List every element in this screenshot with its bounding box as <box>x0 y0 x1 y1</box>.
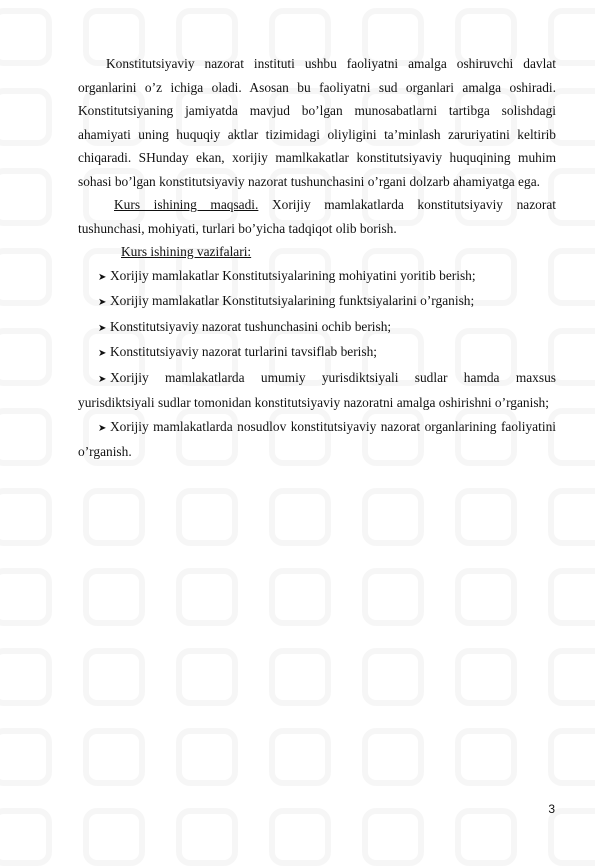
watermark-shape <box>176 728 238 786</box>
watermark-shape <box>269 648 331 706</box>
intro-paragraph: Konstitutsiyaviy nazorat instituti ushbu faoliyatni amalga oshiruvchi davlat organlarini o’z ichiga oladi. Asosan bu faoliyatni sud organlari amalga oshiradi. Konstitutsiyaning jamiyatda mavjud bo’lgan munosabatlarni tartibga solishdagi ahamiyati uning huquqiy aktlar tizimidagi oliyligini ta’minlash zaruriyatini keltirib chiqaradi. SHunday ekan, xorijiy mamlkakatlar konstitutsiyaviy huquqining muhim sohasi bo’lgan konstitutsiyaviy nazorat tushunchasini o’rgani dolzarb ahamiyatga ega. <box>78 56 556 189</box>
watermark-shape <box>176 648 238 706</box>
watermark-shape <box>0 808 52 866</box>
arrow-bullet-icon: ➤ <box>98 297 107 308</box>
watermark-shape <box>83 728 145 786</box>
watermark-shape <box>0 488 52 546</box>
arrow-bullet-icon: ➤ <box>98 271 107 283</box>
watermark-shape <box>455 568 517 626</box>
watermark-shape <box>0 8 52 66</box>
watermark-shape <box>269 488 331 546</box>
watermark-shape <box>83 648 145 706</box>
arrow-bullet-icon: ➤ <box>98 348 107 359</box>
watermark-shape <box>176 808 238 866</box>
watermark-shape <box>362 648 424 706</box>
tasks-heading: Kurs ishining vazifalari: <box>121 244 252 259</box>
watermark-shape <box>455 808 517 866</box>
watermark-shape <box>362 568 424 626</box>
watermark-shape <box>83 488 145 546</box>
watermark-shape <box>269 728 331 786</box>
watermark-shape <box>362 488 424 546</box>
watermark-shape <box>0 328 52 386</box>
watermark-shape <box>0 728 52 786</box>
watermark-shape <box>0 648 52 706</box>
watermark-shape <box>548 488 595 546</box>
list-item: ➤ Konstitutsiyaviy nazorat tushunchasini ochib berish; <box>78 315 556 341</box>
watermark-shape <box>83 568 145 626</box>
watermark-shape <box>83 808 145 866</box>
watermark-shape <box>0 408 52 466</box>
watermark-shape <box>0 568 52 626</box>
watermark-shape <box>362 808 424 866</box>
watermark-shape <box>548 728 595 786</box>
watermark-shape <box>362 728 424 786</box>
goal-text: Xorijiy mamlakatlarda konstitutsiyaviy nazorat tushunchasi, mohiyati, turlari bo’yicha tadqiqot olib borish. <box>78 197 556 236</box>
watermark-shape <box>176 488 238 546</box>
watermark-shape <box>269 808 331 866</box>
watermark-shape <box>0 168 52 226</box>
watermark-shape <box>548 808 595 866</box>
watermark-row <box>0 648 595 706</box>
goal-paragraph <box>78 193 556 240</box>
list-item: ➤ Xorijiy mamlakatlar Konstitutsiyalarining funktsiyalarini o’rganish; <box>78 289 556 315</box>
list-item: ➤ Xorijiy mamlakatlarda umumiy yurisdiktsiyali sudlar hamda maxsus yurisdiktsiyali sudlar tomonidan konstitutsiyaviy nazoratni amalga oshirishni o’rganish; <box>78 369 556 410</box>
watermark-row <box>0 728 595 786</box>
watermark-shape <box>0 248 52 306</box>
arrow-bullet-icon: ➤ <box>98 322 107 334</box>
document-body <box>78 52 556 464</box>
watermark-shape <box>455 488 517 546</box>
watermark-shape <box>269 568 331 626</box>
arrow-bullet-icon: ➤ <box>98 422 107 434</box>
watermark-shape <box>455 728 517 786</box>
watermark-shape <box>548 568 595 626</box>
list-item: ➤ Konstitutsiyaviy nazorat turlarini tavsiflab berish; <box>78 340 556 366</box>
watermark-shape <box>455 648 517 706</box>
arrow-bullet-icon: ➤ <box>98 373 107 385</box>
watermark-row <box>0 488 595 546</box>
watermark-row <box>0 808 595 866</box>
watermark-shape <box>176 568 238 626</box>
watermark-shape <box>0 88 52 146</box>
watermark-shape <box>548 648 595 706</box>
goal-label: Kurs ishining maqsadi. <box>114 197 259 212</box>
watermark-row <box>0 568 595 626</box>
list-item: ➤ Xorijiy mamlakatlarda nosudlov konstitutsiyaviy nazorat organlarining faoliyatini o’rganish. <box>78 418 556 459</box>
page-number: 3 <box>548 802 555 816</box>
tasks-list <box>78 264 556 464</box>
list-item: ➤ Xorijiy mamlakatlar Konstitutsiyalarining mohiyatini yoritib berish; <box>78 264 556 290</box>
